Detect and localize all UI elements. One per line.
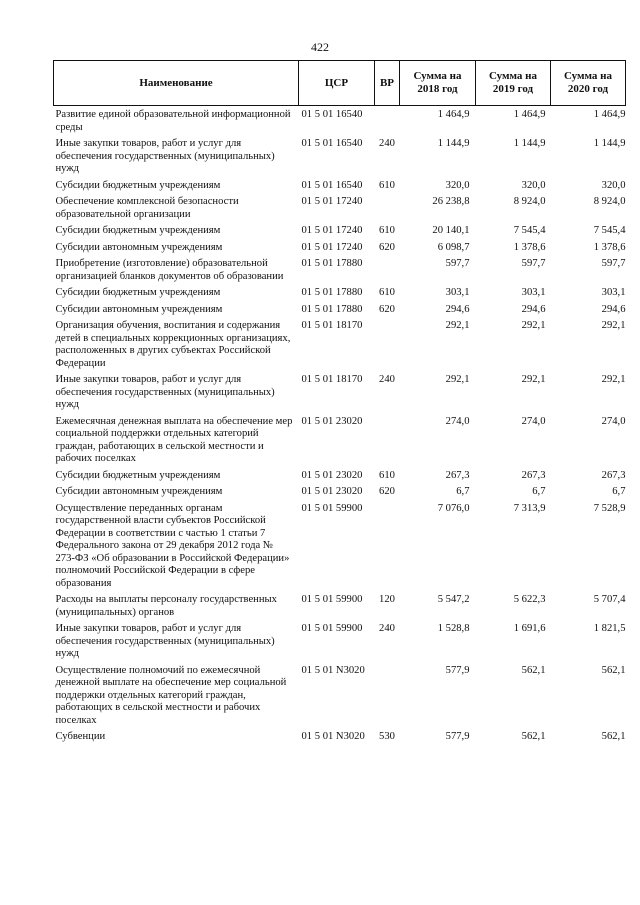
- cell-name: Субсидии бюджетным учреждениям: [55, 225, 221, 236]
- table-row: [54, 138, 626, 180]
- cell-2019: 267,3: [521, 469, 546, 481]
- cell-csr: 01 5 01 59900: [301, 623, 363, 634]
- cell-name: Субсидии автономным учреждениям: [55, 241, 223, 253]
- cell-csr: 01 5 01 17880: [301, 287, 363, 298]
- cell-2020: 294,6: [601, 303, 626, 315]
- cell-csr: 01 5 01 17880: [301, 303, 363, 315]
- cell-vr: 530: [379, 731, 395, 742]
- table-row: [54, 196, 626, 225]
- cell-csr: 01 5 01 59900: [301, 502, 363, 514]
- table-row: [54, 242, 626, 259]
- table-row: [54, 225, 626, 242]
- cell-2020: 562,1: [601, 731, 626, 742]
- cell-vr: 620: [379, 241, 395, 253]
- cell-vr: [375, 196, 400, 225]
- cell-csr: 01 5 01 17880: [301, 258, 363, 269]
- table-row: [54, 665, 626, 732]
- table-header: [54, 61, 626, 106]
- cell-2018: 5 547,2: [437, 594, 470, 605]
- cell-2019: 7 313,9: [513, 502, 546, 514]
- cell-2018: 274,0: [445, 415, 470, 427]
- cell-2019: 1 378,6: [513, 241, 546, 253]
- table-row: [54, 106, 626, 139]
- cell-csr: 01 5 01 23020: [301, 486, 363, 497]
- cell-name: Субсидии бюджетным учреждениям: [55, 179, 221, 191]
- cell-vr: 240: [379, 623, 395, 634]
- cell-2020: 597,7: [601, 258, 626, 269]
- cell-2020: 1 144,9: [593, 138, 626, 149]
- table-row: [54, 731, 626, 748]
- cell-2020: 562,1: [601, 664, 626, 676]
- cell-vr: 620: [379, 303, 395, 315]
- cell-2018: 1 528,8: [437, 623, 470, 634]
- cell-2019: 597,7: [521, 258, 546, 269]
- cell-2019: 303,1: [521, 287, 546, 298]
- table-row: [54, 470, 626, 487]
- header-2020: Сумма на 2020 год: [551, 61, 626, 106]
- cell-2018: 267,3: [445, 469, 470, 481]
- cell-2018: 294,6: [445, 303, 470, 315]
- cell-name: Иные закупки товаров, работ и услуг для обеспечения государственных (муниципальных) нужд: [55, 138, 275, 174]
- header-csr: ЦСР: [299, 61, 375, 106]
- cell-csr: 01 5 01 23020: [301, 415, 363, 427]
- cell-2018: 7 076,0: [437, 502, 470, 514]
- table-row: [54, 416, 626, 470]
- table-row: [54, 304, 626, 321]
- cell-2018: 292,1: [445, 320, 470, 331]
- cell-2018: 1 464,9: [437, 109, 470, 120]
- cell-2019: 6,7: [532, 486, 546, 497]
- cell-name: Субвенции: [55, 731, 106, 742]
- cell-2019: 5 622,3: [513, 594, 546, 605]
- budget-table: [53, 60, 626, 748]
- cell-name: Осуществление полномочий по ежемесячной денежной выплате на обеспечение мер социальной поддержки отдельных категорий граждан, работающих в сельской местности и рабочих поселках: [55, 664, 287, 726]
- header-2019: Сумма на 2019 год: [476, 61, 551, 106]
- cell-name: Субсидии автономным учреждениям: [55, 303, 223, 315]
- cell-2019: 292,1: [521, 374, 546, 385]
- cell-2020: 274,0: [601, 415, 626, 427]
- table-row: [54, 374, 626, 416]
- cell-csr: 01 5 01 16540: [301, 179, 363, 191]
- cell-vr: 610: [379, 225, 395, 236]
- cell-2019: 7 545,4: [513, 225, 546, 236]
- cell-name: Обеспечение комплексной безопасности образовательной организации: [55, 196, 239, 220]
- cell-2019: 562,1: [521, 664, 546, 676]
- page-number: 422: [311, 40, 329, 54]
- cell-vr: [375, 503, 400, 595]
- table-body: [54, 106, 626, 748]
- cell-2018: 577,9: [445, 664, 470, 676]
- cell-name: Иные закупки товаров, работ и услуг для обеспечения государственных (муниципальных) нужд: [55, 623, 275, 659]
- cell-2020: 1 821,5: [593, 623, 626, 634]
- cell-name: Субсидии бюджетным учреждениям: [55, 469, 221, 481]
- cell-csr: 01 5 01 17240: [301, 196, 363, 207]
- cell-name: Развитие единой образовательной информационной среды: [55, 109, 291, 133]
- table-row: [54, 287, 626, 304]
- cell-name: Субсидии бюджетным учреждениям: [55, 287, 221, 298]
- cell-2018: 1 144,9: [437, 138, 470, 149]
- cell-2019: 292,1: [521, 320, 546, 331]
- cell-2020: 1 378,6: [593, 241, 626, 253]
- cell-2020: 5 707,4: [593, 594, 626, 605]
- cell-2018: 303,1: [445, 287, 470, 298]
- cell-vr: [375, 258, 400, 287]
- cell-name: Осуществление переданных органам государственной власти субъектов Российской Федерации в соответствии с частью 1 статьи 7 Федерального закона от 29 декабря 2012 года № 273-ФЗ «Об образовании в Российской Федерации» полномочий Российской Федерации в сфере образования: [55, 502, 290, 589]
- cell-2020: 292,1: [601, 320, 626, 331]
- table-row: [54, 258, 626, 287]
- table-row: [54, 320, 626, 374]
- cell-2018: 320,0: [445, 179, 470, 191]
- cell-csr: 01 5 01 18170: [301, 320, 363, 331]
- cell-2018: 597,7: [445, 258, 470, 269]
- cell-csr: 01 5 01 16540: [301, 138, 363, 149]
- cell-vr: 120: [379, 594, 395, 605]
- cell-csr: 01 5 01 17240: [301, 241, 363, 253]
- cell-2018: 20 140,1: [432, 225, 470, 236]
- cell-vr: 240: [379, 374, 395, 385]
- cell-2018: 577,9: [445, 731, 470, 742]
- cell-vr: 240: [379, 138, 395, 149]
- cell-2019: 1 144,9: [513, 138, 546, 149]
- cell-2019: 8 924,0: [513, 196, 546, 207]
- cell-csr: 01 5 01 59900: [301, 594, 363, 605]
- table-row: [54, 623, 626, 665]
- cell-name: Ежемесячная денежная выплата на обеспечение мер социальной поддержки отдельных категорий граждан, работающих в сельской местности и рабочих поселках: [55, 415, 293, 464]
- cell-2020: 320,0: [601, 179, 626, 191]
- cell-csr: 01 5 01 N3020: [301, 664, 365, 676]
- cell-2019: 320,0: [521, 179, 546, 191]
- cell-2019: 1 464,9: [513, 109, 546, 120]
- cell-2018: 26 238,8: [432, 196, 470, 207]
- cell-vr: 610: [379, 179, 395, 191]
- cell-csr: 01 5 01 23020: [301, 469, 363, 481]
- table-row: [54, 594, 626, 623]
- cell-vr: 620: [379, 486, 395, 497]
- cell-2019: 274,0: [521, 415, 546, 427]
- header-name: Наименование: [54, 61, 299, 106]
- cell-2020: 1 464,9: [593, 109, 626, 120]
- cell-name: Приобретение (изготовление) образовательной организацией бланков документов об образовании: [55, 258, 284, 282]
- cell-2018: 292,1: [445, 374, 470, 385]
- header-vr: ВР: [375, 61, 400, 106]
- cell-2020: 7 545,4: [593, 225, 626, 236]
- cell-csr: 01 5 01 18170: [301, 374, 363, 385]
- cell-name: Субсидии автономным учреждениям: [55, 486, 223, 497]
- cell-csr: 01 5 01 N3020: [301, 731, 365, 742]
- cell-vr: [375, 665, 400, 732]
- cell-2019: 562,1: [521, 731, 546, 742]
- cell-2020: 303,1: [601, 287, 626, 298]
- cell-csr: 01 5 01 17240: [301, 225, 363, 236]
- header-2018: Сумма на 2018 год: [400, 61, 476, 106]
- cell-2019: 1 691,6: [513, 623, 546, 634]
- cell-vr: [375, 106, 400, 139]
- cell-2020: 6,7: [612, 486, 626, 497]
- cell-name: Иные закупки товаров, работ и услуг для обеспечения государственных (муниципальных) нужд: [55, 374, 275, 410]
- table-row: [54, 486, 626, 503]
- table-row: [54, 503, 626, 595]
- cell-name: Организация обучения, воспитания и содержания детей в специальных коррекционных организациях, расположенных в других субъектах Российской Федерации: [55, 320, 291, 369]
- cell-2019: 294,6: [521, 303, 546, 315]
- cell-csr: 01 5 01 16540: [301, 109, 363, 120]
- table-row: [54, 180, 626, 197]
- cell-vr: 610: [379, 469, 395, 481]
- cell-2020: 267,3: [601, 469, 626, 481]
- cell-vr: [375, 416, 400, 470]
- cell-vr: 610: [379, 287, 395, 298]
- cell-vr: [375, 320, 400, 374]
- cell-2018: 6 098,7: [437, 241, 470, 253]
- cell-2020: 8 924,0: [593, 196, 626, 207]
- cell-name: Расходы на выплаты персоналу государственных (муниципальных) органов: [55, 594, 277, 618]
- cell-2020: 292,1: [601, 374, 626, 385]
- cell-2018: 6,7: [456, 486, 470, 497]
- cell-2020: 7 528,9: [593, 502, 626, 514]
